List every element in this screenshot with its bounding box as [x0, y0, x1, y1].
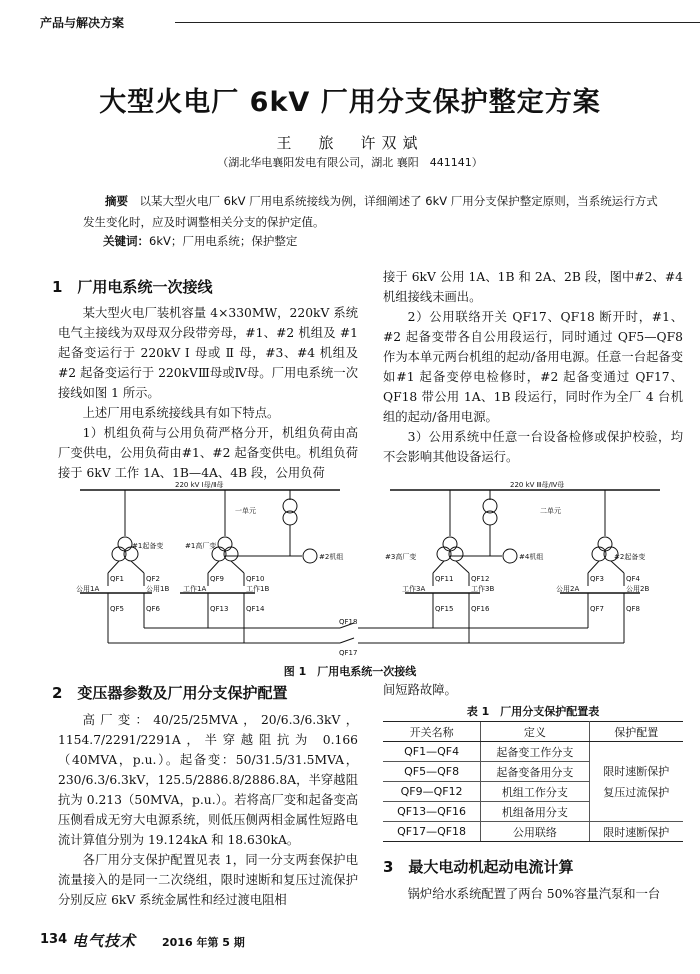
table-cell: 起备变工作分支 [481, 742, 589, 762]
label-qf: QF2 [146, 575, 160, 583]
journal-logo: 电气技术 [72, 932, 137, 950]
table-cell: QF9—QF12 [383, 782, 481, 802]
label-qf: QF15 [435, 605, 454, 613]
table-cell: 机组备用分支 [481, 802, 589, 822]
label-t-start2: #2起备变 [614, 553, 646, 561]
page-number: 134 [40, 932, 68, 947]
keywords-text: 6kV；厂用电系统；保护整定 [149, 234, 298, 248]
table-cell-protection: 限时速断保护 复压过流保护 [589, 742, 683, 822]
table-cell: QF5—QF8 [383, 762, 481, 782]
section3-heading: 3 最大电动机起动电流计算 [383, 858, 574, 876]
paragraph: 间短路故障。 [383, 683, 457, 697]
table-cell: 公用联络 [481, 822, 589, 842]
paragraph: 锅炉给水系统配置了两台 50%容量汽泵和一台 [407, 887, 661, 901]
station-transformer-3-icon [437, 537, 463, 561]
label-qf: QF3 [590, 575, 604, 583]
keywords-label: 关键词： [103, 234, 149, 248]
label-qf: QF5 [110, 605, 124, 613]
label-bus-left: 220 kV Ⅰ母/Ⅱ母 [175, 481, 224, 489]
label-qf: QF4 [626, 575, 640, 583]
table-row [383, 742, 683, 762]
generator-2-icon [303, 549, 317, 563]
table-cell: 机组工作分支 [481, 782, 589, 802]
label-qf: QF10 [246, 575, 265, 583]
label-t-main3: #3高厂变 [385, 553, 417, 561]
label-bus-gy1a: 公用1A [76, 585, 100, 593]
label-qf: QF11 [435, 575, 454, 583]
label-bus-gz3a: 工作3A [402, 585, 426, 593]
label-qf: QF12 [471, 575, 490, 583]
keywords [103, 233, 297, 249]
table-row [383, 822, 683, 842]
label-bus-gy2a: 公用2A [556, 585, 580, 593]
abstract [83, 191, 663, 233]
paragraph: 1）机组负荷与公用负荷严格分开，机组负荷由高厂变供电，公用负荷由#1、#2 起备变供电。机组负荷接于 6kV 工作 1A、1B—4A、4B 段，公用负荷 [58, 426, 358, 480]
table-caption: 表 1 厂用分支保护配置表 [466, 705, 600, 718]
section-header: 产品与解决方案 [40, 16, 125, 30]
header-rule [175, 22, 700, 23]
label-bus-gz1a: 工作1A [183, 585, 207, 593]
paragraph: 某大型火电厂装机容量 4×330MW，220kV 系统电气主接线为双母双分段带旁母，#1、#2 机组及 #1 起备变运行于 220kV Ⅰ 母或 Ⅱ 母，#3、#4 机组及 #2 起备变运行于 220kVⅢ母或Ⅳ母。厂用电系统一次接线如图 1 所示。 [58, 306, 358, 400]
table-cell: QF13—QF16 [383, 802, 481, 822]
paragraph: 接于 6kV 公用 1A、1B 和 2A、2B 段，图中#2、#4 机组接线未画出。 [383, 270, 683, 304]
label-bus-gz1b: 工作1B [246, 585, 270, 593]
table-header: 开关名称 [383, 722, 481, 742]
table-header: 保护配置 [589, 722, 683, 742]
table-cell: QF17—QF18 [383, 822, 481, 842]
label-qf: QF6 [146, 605, 160, 613]
protection-table [383, 721, 683, 842]
label-qf: QF9 [210, 575, 224, 583]
section2-heading: 2 变压器参数及厂用分支保护配置 [52, 684, 288, 702]
paragraph: 高厂变：40/25/25MVA，20/6.3/6.3kV，1154.7/2291/2291A，半穿越阻抗为 0.166（40MVA，p.u.）。起备变：50/31.5/31.5MVA，230/6.3/6.3kV，125.5/2886.8/2886.8A，半穿越阻抗为 0.213（50MVA，p.u.）。若将高厂变和起备变高压侧看成无穷大电源系统，则低压侧两相金属性短路电流计算值分别为 19.124kA 和 18.630kA。 [58, 713, 358, 847]
generator-4-icon [503, 549, 517, 563]
paragraph: 2）公用联络开关 QF17、QF18 断开时，#1、#2 起备变带各自公用段运行，同时通过 QF5—QF8 作为本单元两台机组的起动/备用电源。任意一台起备变如#1 起备变停电检修时，#2 起备变通过 QF17、QF18 带公用 1A、1B 段运行，同时作为全厂 4 台机组的起动/备用电源。 [383, 310, 683, 424]
table-cell: 起备变备用分支 [481, 762, 589, 782]
section1-right-column [383, 267, 683, 467]
label-bus-right: 220 kV Ⅲ母/Ⅳ母 [510, 481, 565, 489]
label-t-start1: #1起备变 [132, 542, 164, 550]
label-qf: QF1 [110, 575, 124, 583]
authors: 王 旅 许双斌 [276, 134, 424, 152]
table-cell-protection: 限时速断保护 [589, 822, 683, 842]
figure-caption: 图 1 厂用电系统一次接线 [283, 665, 417, 678]
section1-left-column [58, 303, 358, 483]
table-cell: QF1—QF4 [383, 742, 481, 762]
label-qf: QF18 [339, 618, 358, 626]
wiring-diagram [40, 478, 680, 662]
label-unit1: 一单元 [235, 507, 256, 515]
label-bus-gz3b: 工作3B [471, 585, 495, 593]
label-qf: QF16 [471, 605, 490, 613]
label-qf: QF13 [210, 605, 229, 613]
table-header: 定义 [481, 722, 589, 742]
label-t-main1: #1高厂变 [185, 542, 217, 550]
section2-continuation [383, 680, 683, 700]
affiliation: （湖北华电襄阳发电有限公司，湖北 襄阳 441141） [217, 156, 483, 169]
article-title: 大型火电厂 6kV 厂用分支保护整定方案 [99, 87, 601, 118]
label-gen2: #2机组 [319, 553, 344, 561]
label-bus-gy1b: 公用1B [146, 585, 170, 593]
label-gen4: #4机组 [519, 553, 544, 561]
section3-column [383, 884, 683, 904]
paragraph: 各厂用分支保护配置见表 1，同一分支两套保护电流量接入的是同一二次绕组，限时速断和复压过流保护分别反应 6kV 系统金属性和经过渡电阻相 [58, 853, 358, 907]
label-unit2: 二单元 [540, 507, 561, 515]
abstract-label: 摘要 [105, 194, 128, 208]
paragraph: 上述厂用电系统接线具有如下特点。 [82, 406, 280, 420]
abstract-text: 以某大型火电厂 6kV 厂用电系统接线为例，详细阐述了 6kV 厂用分支保护整定原则，当系统运行方式发生变化时，应及时调整相关分支的保护定值。 [83, 194, 658, 229]
label-qf: QF7 [590, 605, 604, 613]
section1-heading: 1 厂用电系统一次接线 [52, 278, 213, 296]
issue-label: 2016 年第 5 期 [162, 936, 245, 949]
section2-left-column [58, 710, 358, 910]
label-bus-gy2b: 公用2B [626, 585, 650, 593]
label-qf: QF14 [246, 605, 265, 613]
paragraph: 3）公用系统中任意一台设备检修或保护校验，均不会影响其他设备运行。 [383, 430, 683, 464]
label-qf: QF17 [339, 649, 358, 657]
label-qf: QF8 [626, 605, 640, 613]
